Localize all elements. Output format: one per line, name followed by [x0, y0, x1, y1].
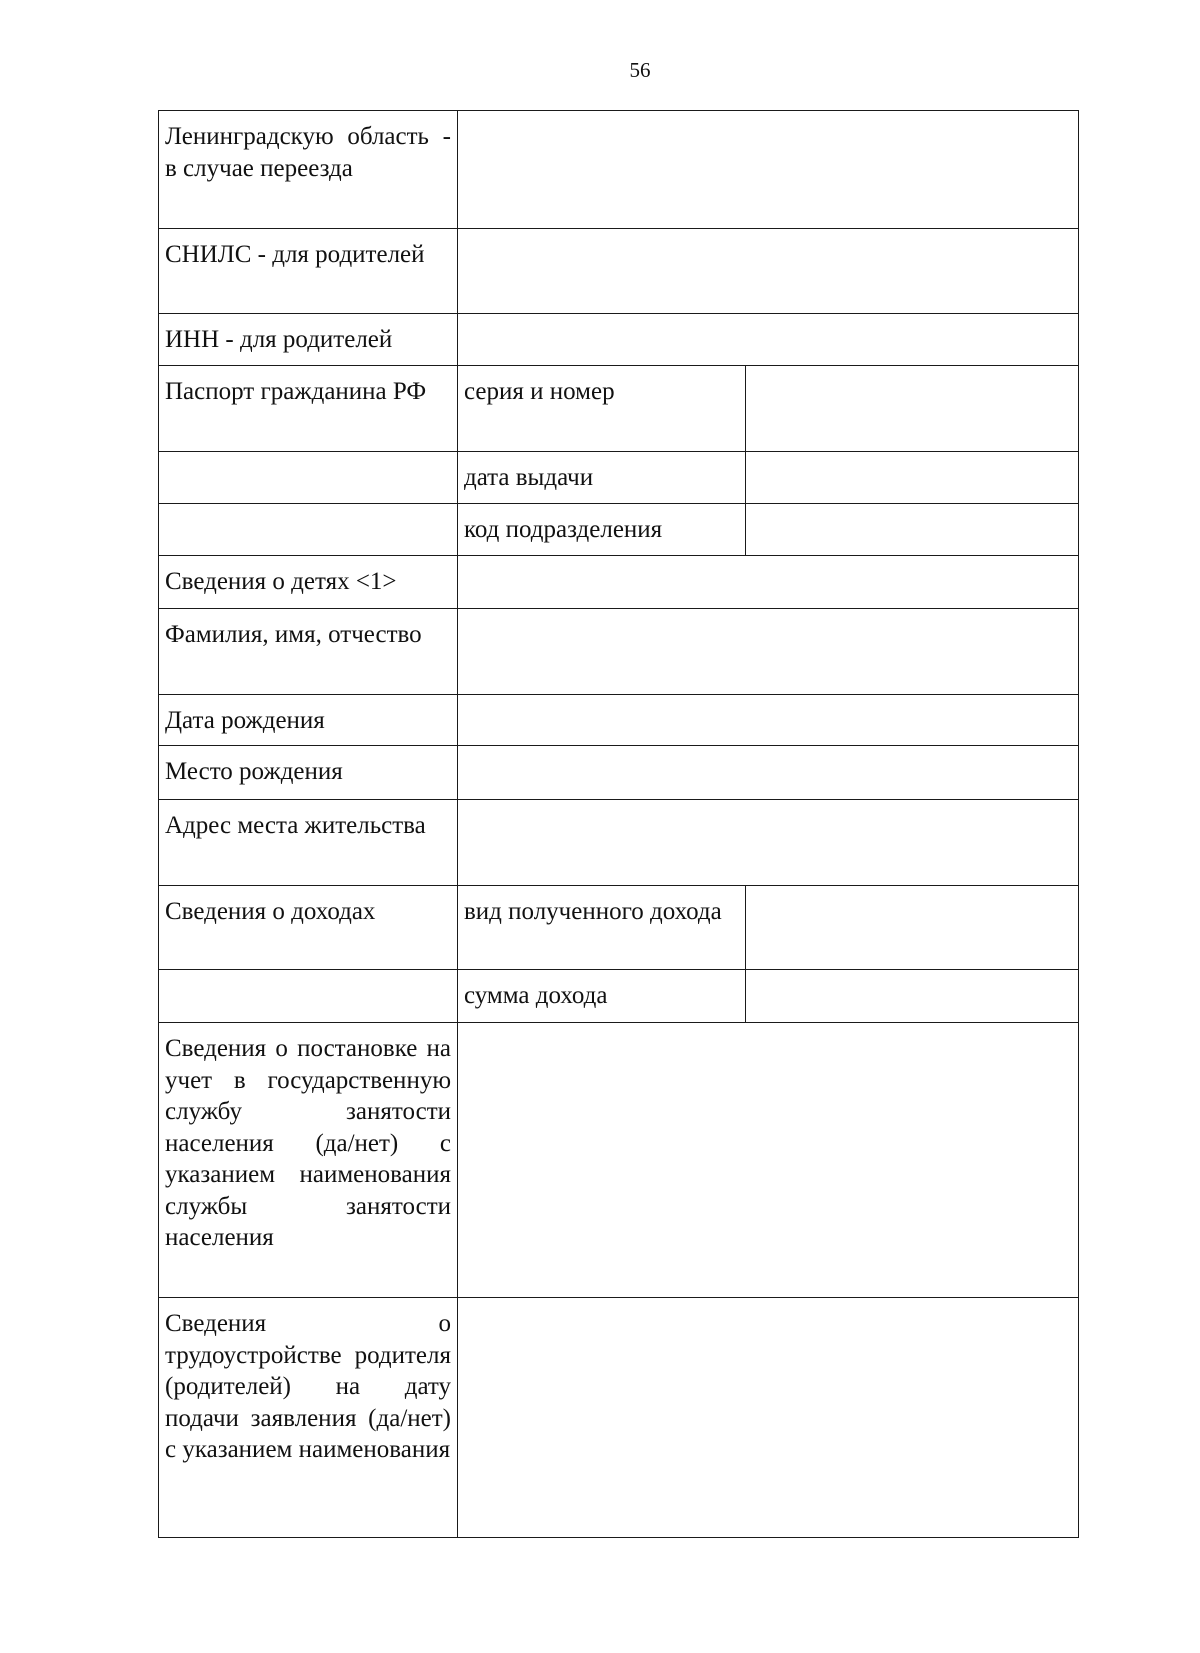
table-row	[159, 504, 1079, 556]
value-cell[interactable]	[458, 1023, 1079, 1298]
row-sublabel: серия и номер	[458, 366, 746, 452]
row-label: ИНН - для родителей	[159, 314, 458, 366]
row-label: Адрес места жительства	[159, 800, 458, 886]
row-sublabel: сумма дохода	[458, 970, 746, 1023]
value-cell[interactable]	[746, 452, 1079, 504]
row-label: Сведения о постановке на учет в государственную службу занятости населения (да/нет) с указанием наименования службы занятости населения	[159, 1023, 458, 1298]
table-row	[159, 886, 1079, 970]
row-label: Сведения о трудоустройстве родителя (родителей) на дату подачи заявления (да/нет) с указанием наименования	[159, 1298, 458, 1538]
value-cell[interactable]	[458, 111, 1079, 229]
table-row	[159, 746, 1079, 800]
row-sublabel: дата выдачи	[458, 452, 746, 504]
value-cell[interactable]	[458, 800, 1079, 886]
row-label: Ленинградскую область - в случае переезда	[159, 111, 458, 229]
row-label: Паспорт гражданина РФ	[159, 366, 458, 452]
table-row	[159, 229, 1079, 314]
value-cell[interactable]	[458, 556, 1079, 609]
table-row	[159, 970, 1079, 1023]
table-row	[159, 366, 1079, 452]
table-row	[159, 800, 1079, 886]
table-row	[159, 1023, 1079, 1298]
row-label: Фамилия, имя, отчество	[159, 609, 458, 695]
value-cell[interactable]	[458, 314, 1079, 366]
table-row	[159, 314, 1079, 366]
row-label	[159, 504, 458, 556]
row-label	[159, 970, 458, 1023]
row-label	[159, 452, 458, 504]
value-cell[interactable]	[458, 746, 1079, 800]
row-sublabel: код подразделения	[458, 504, 746, 556]
page-number: 56	[629, 58, 651, 82]
row-label: Дата рождения	[159, 695, 458, 746]
table-row	[159, 111, 1079, 229]
table-row	[159, 452, 1079, 504]
value-cell[interactable]	[458, 229, 1079, 314]
value-cell[interactable]	[458, 609, 1079, 695]
row-sublabel: вид полученного дохода	[458, 886, 746, 970]
application-form-table	[158, 110, 1079, 1538]
value-cell[interactable]	[458, 1298, 1079, 1538]
value-cell[interactable]	[746, 504, 1079, 556]
table-row	[159, 609, 1079, 695]
row-label: Место рождения	[159, 746, 458, 800]
row-label: Сведения о детях <1>	[159, 556, 458, 609]
row-label: СНИЛС - для родителей	[159, 229, 458, 314]
value-cell[interactable]	[746, 886, 1079, 970]
table-row	[159, 695, 1079, 746]
table-row	[159, 1298, 1079, 1538]
value-cell[interactable]	[746, 366, 1079, 452]
value-cell[interactable]	[746, 970, 1079, 1023]
value-cell[interactable]	[458, 695, 1079, 746]
table-row	[159, 556, 1079, 609]
row-label: Сведения о доходах	[159, 886, 458, 970]
